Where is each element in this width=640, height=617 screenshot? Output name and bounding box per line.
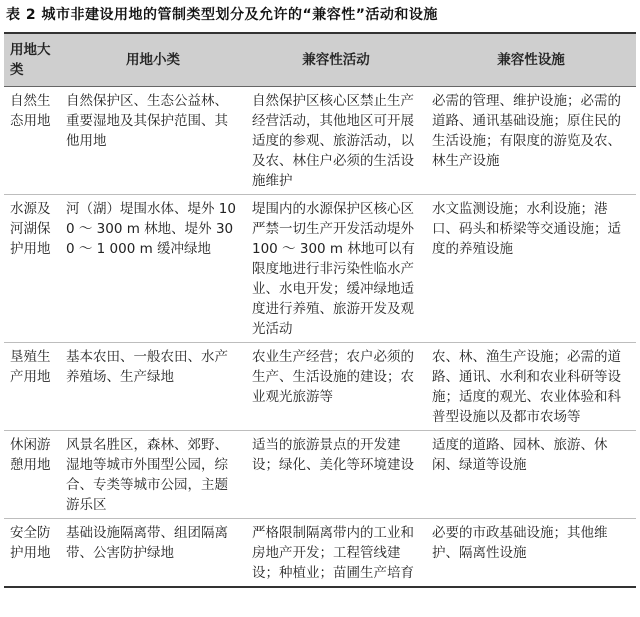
- cell-type: 自然生态用地: [4, 87, 60, 195]
- cell-activities: 适当的旅游景点的开发建设；绿化、美化等环境建设: [246, 431, 426, 519]
- cell-type: 水源及河湖保护用地: [4, 195, 60, 343]
- table-row: [4, 519, 636, 588]
- land-use-table: [4, 32, 636, 588]
- cell-activities: 堤围内的水源保护区核心区严禁一切生产开发活动堤外 100 ～ 300 m 林地可以有限度地进行非污染性临水产业、水电开发；缓冲绿地适度进行养殖、旅游开发及观光活动: [246, 195, 426, 343]
- header-type: 用地大类: [4, 33, 60, 87]
- cell-subtype: 风景名胜区，森林、郊野、湿地等城市外围型公园，综合、专类等城市公园，主题游乐区: [60, 431, 246, 519]
- cell-subtype: 河（湖）堤围水体、堤外 100 ～ 300 m 林地、堤外 300 ～ 1 000 m 缓冲绿地: [60, 195, 246, 343]
- table-row: [4, 343, 636, 431]
- cell-activities: 严格限制隔离带内的工业和房地产开发；工程管线建设；种植业；苗圃生产培育: [246, 519, 426, 588]
- cell-subtype: 自然保护区、生态公益林、重要湿地及其保护范围、其他用地: [60, 87, 246, 195]
- header-activities: 兼容性活动: [246, 33, 426, 87]
- cell-facilities: 水文监测设施；水利设施；港口、码头和桥梁等交通设施；适度的养殖设施: [426, 195, 636, 343]
- cell-activities: 农业生产经营；农户必须的生产、生活设施的建设；农业观光旅游等: [246, 343, 426, 431]
- cell-subtype: 基本农田、一般农田、水产养殖场、生产绿地: [60, 343, 246, 431]
- cell-facilities: 适度的道路、园林、旅游、休闲、绿道等设施: [426, 431, 636, 519]
- cell-facilities: 必要的市政基础设施；其他维护、隔离性设施: [426, 519, 636, 588]
- table-row: [4, 431, 636, 519]
- header-facilities: 兼容性设施: [426, 33, 636, 87]
- table-row: [4, 87, 636, 195]
- cell-facilities: 必需的管理、维护设施；必需的道路、通讯基础设施；原住民的生活设施；有限度的游览及农、林生产设施: [426, 87, 636, 195]
- header-subtype: 用地小类: [60, 33, 246, 87]
- cell-activities: 自然保护区核心区禁止生产经营活动，其他地区可开展适度的参观、旅游活动，以及农、林住户必须的生活设施维护: [246, 87, 426, 195]
- header-row: [4, 33, 636, 87]
- cell-type: 垦殖生产用地: [4, 343, 60, 431]
- cell-type: 休闲游憩用地: [4, 431, 60, 519]
- cell-facilities: 农、林、渔生产设施；必需的道路、通讯、水利和农业科研等设施；适度的观光、农业体验和科普型设施以及都市农场等: [426, 343, 636, 431]
- cell-subtype: 基础设施隔离带、组团隔离带、公害防护绿地: [60, 519, 246, 588]
- table-caption: 表 2 城市非建设用地的管制类型划分及允许的“兼容性”活动和设施: [6, 7, 438, 23]
- table-row: [4, 195, 636, 343]
- cell-type: 安全防护用地: [4, 519, 60, 588]
